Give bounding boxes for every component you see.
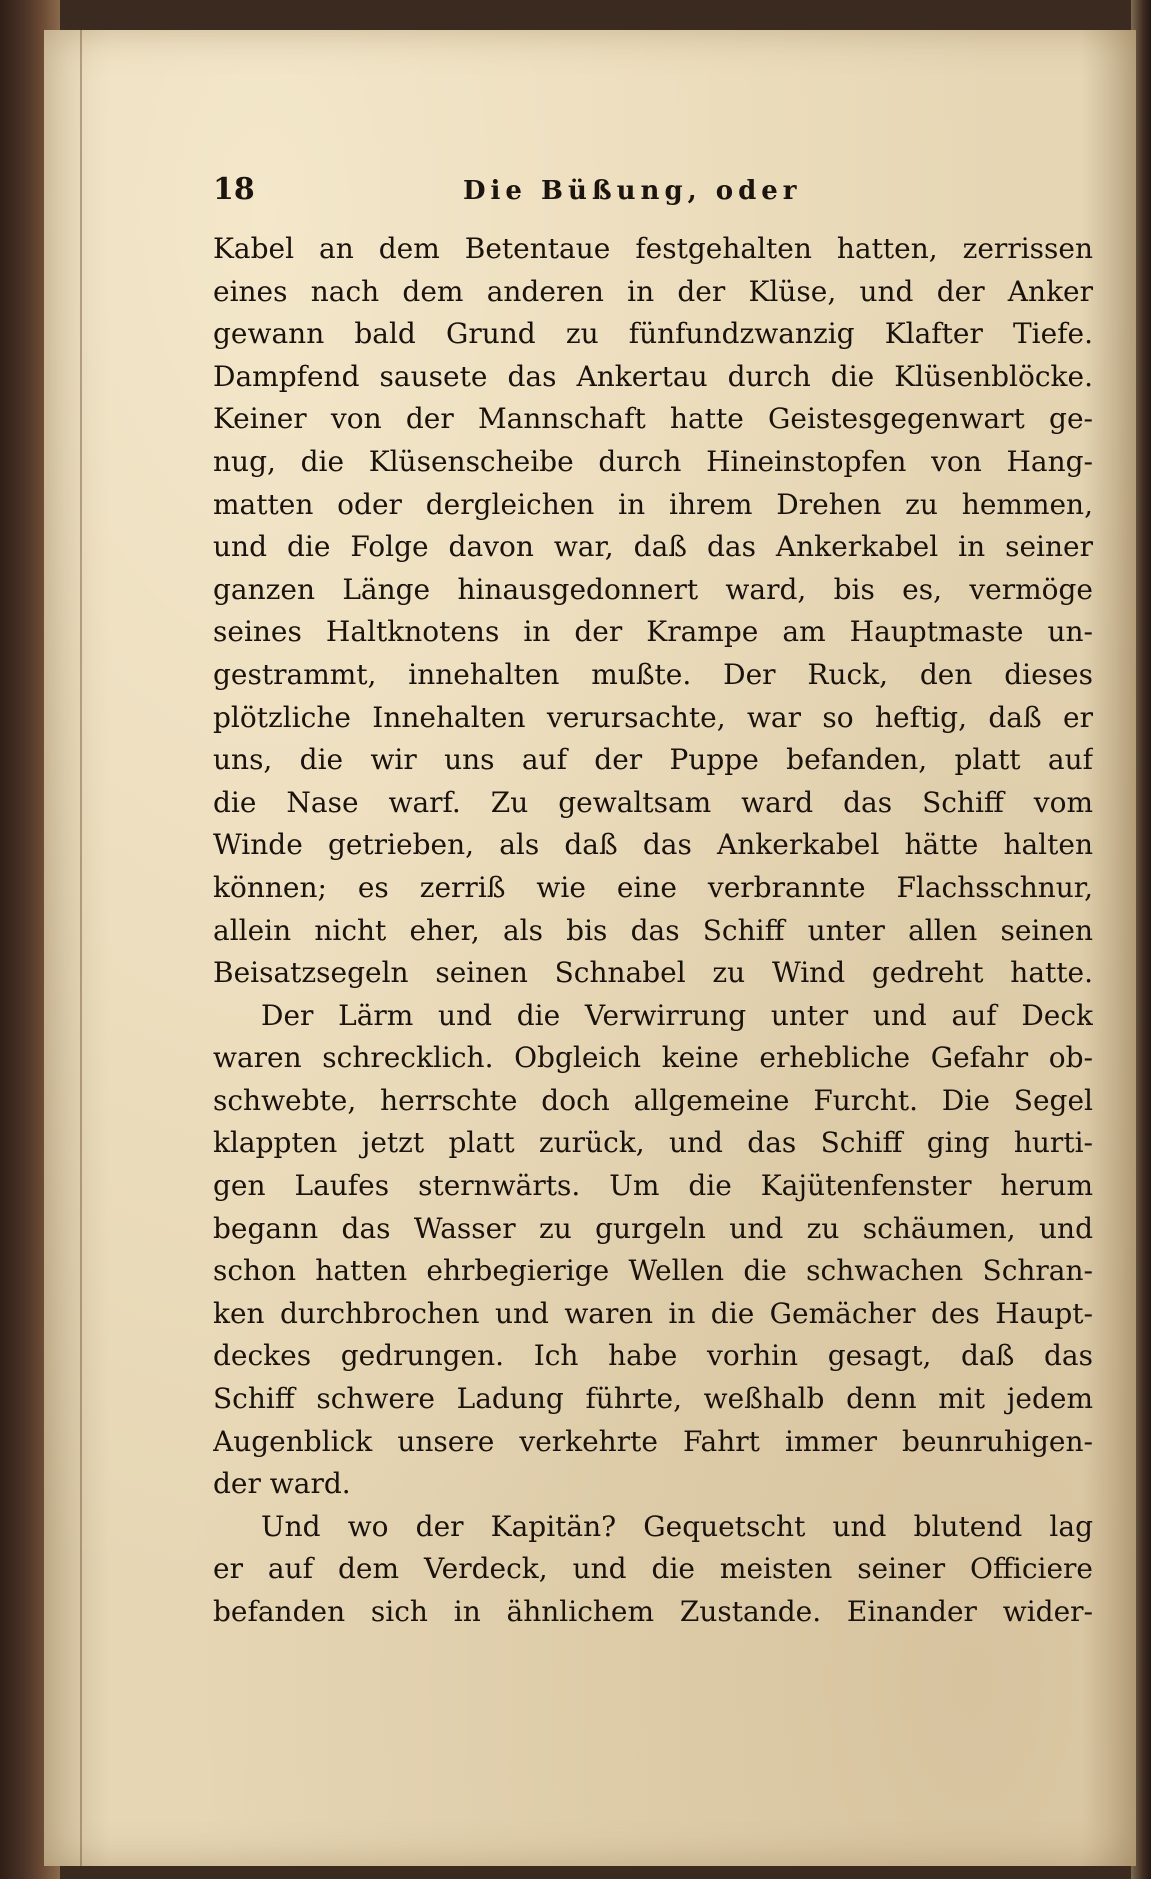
text-line: seines Haltknotens in der Krampe am Hauptmaste un- <box>213 615 1093 649</box>
page-gutter-edge <box>80 30 82 1866</box>
text-line: die Nase warf. Zu gewaltsam ward das Schiff vom <box>213 785 1093 819</box>
text-line: eines nach dem anderen in der Klüse, und der Anker <box>213 274 1093 308</box>
text-line: matten oder dergleichen in ihrem Drehen zu hemmen, <box>213 487 1093 521</box>
text-line: schwebte, herrschte doch allgemeine Furcht. Die Segel <box>213 1083 1093 1117</box>
text-line: schon hatten ehrbegierige Wellen die schwachen Schran- <box>213 1254 1093 1288</box>
text-line: ken durchbrochen und waren in die Gemächer des Haupt- <box>213 1296 1093 1330</box>
body-text <box>213 228 1093 1634</box>
text-line: können; es zerriß wie eine verbrannte Flachsschnur, <box>213 870 1093 904</box>
text-line: allein nicht eher, als bis das Schiff unter allen seinen <box>213 913 1093 947</box>
text-line: gen Laufes sternwärts. Um die Kajütenfenster herum <box>213 1169 1093 1203</box>
text-line: Dampfend sausete das Ankertau durch die Klüsenblöcke. <box>213 359 1093 393</box>
text-line: deckes gedrungen. Ich habe vorhin gesagt, daß das <box>213 1339 1093 1373</box>
running-title: Die Büßung, oder <box>463 176 802 206</box>
text-line: uns, die wir uns auf der Puppe befanden, platt auf <box>213 743 1093 777</box>
text-line: Keiner von der Mannschaft hatte Geistesgegenwart ge- <box>213 402 1093 436</box>
text-line: der ward. <box>213 1467 351 1501</box>
text-line: klappten jetzt platt zurück, und das Schiff ging hurti- <box>213 1126 1093 1160</box>
text-line: Kabel an dem Betentaue festgehalten hatten, zerrissen <box>213 232 1093 265</box>
page-header <box>213 172 1093 212</box>
text-line: Und wo der Kapitän? Gequetscht und blutend lag <box>261 1509 1093 1543</box>
text-line: gestrammt, innehalten mußte. Der Ruck, den dieses <box>213 657 1093 691</box>
text-line: Winde getrieben, als daß das Ankerkabel hätte halten <box>213 828 1093 862</box>
text-line: ganzen Länge hinausgedonnert ward, bis es, vermöge <box>213 572 1093 606</box>
text-line: Schiff schwere Ladung führte, weßhalb denn mit jedem <box>213 1382 1093 1416</box>
text-line: und die Folge davon war, daß das Ankerkabel in seiner <box>213 530 1093 564</box>
page-number: 18 <box>213 172 255 207</box>
text-line: plötzliche Innehalten verursachte, war so heftig, daß er <box>213 700 1093 734</box>
text-line: begann das Wasser zu gurgeln und zu schäumen, und <box>213 1211 1093 1245</box>
text-line: Beisatzsegeln seinen Schnabel zu Wind gedreht hatte. <box>213 956 1093 990</box>
text-line: gewann bald Grund zu fünfundzwanzig Klafter Tiefe. <box>213 317 1093 351</box>
text-line: er auf dem Verdeck, und die meisten seiner Officiere <box>213 1552 1093 1586</box>
text-line: Augenblick unsere verkehrte Fahrt immer beunruhigen- <box>213 1424 1093 1458</box>
text-line: befanden sich in ähnlichem Zustande. Einander wider- <box>213 1595 1093 1628</box>
text-line: nug, die Klüsenscheibe durch Hineinstopfen von Hang- <box>213 444 1093 478</box>
text-line: Der Lärm und die Verwirrung unter und auf Deck <box>261 998 1093 1032</box>
text-line: waren schrecklich. Obgleich keine erhebliche Gefahr ob- <box>213 1041 1093 1075</box>
